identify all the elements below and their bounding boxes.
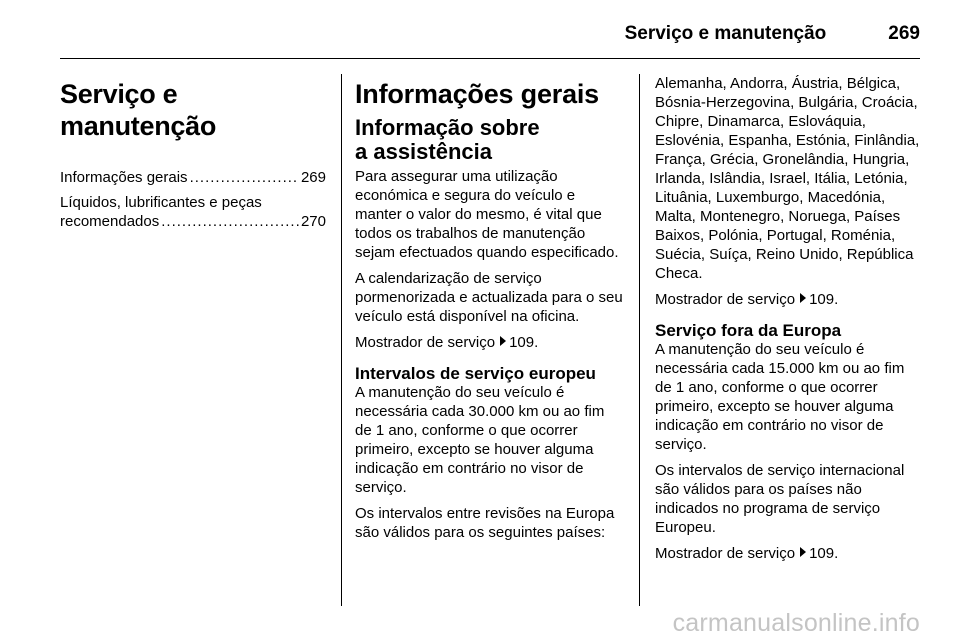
header-rule xyxy=(60,58,920,59)
triangle-right-icon xyxy=(500,336,506,346)
reference-page: 109. xyxy=(809,545,839,562)
toc-leader xyxy=(161,212,299,231)
toc-entry[interactable] xyxy=(60,193,326,231)
toc-page: 269 xyxy=(300,169,326,186)
column-divider-1 xyxy=(341,74,342,606)
toc-label: Líquidos, lubrificantes e peças xyxy=(60,194,262,211)
toc-label: Informações gerais xyxy=(60,169,188,186)
paragraph: A manutenção do seu veículo é necessária cada 30.000 km ou ao fim de 1 ano, conforme o que ocorrer primeiro, excepto se houver alguma indicação em contrário no visor de serviço. xyxy=(355,384,605,496)
column-divider-2 xyxy=(639,74,640,606)
toc-leader xyxy=(190,168,299,187)
cross-reference[interactable] xyxy=(655,544,925,563)
subsection-heading: Informação sobre a assistência xyxy=(355,115,540,164)
page-number: 269 xyxy=(888,23,920,44)
cross-reference[interactable] xyxy=(355,333,623,352)
toc-column xyxy=(60,74,326,237)
toc-entry[interactable] xyxy=(60,168,326,187)
paragraph: Para assegurar uma utilização económica e segura do veículo e manter o valor do mesmo, é vital que todos os trabalhos de manutenção sejam efectuados quando especificado. xyxy=(355,168,619,261)
content-column-2 xyxy=(655,74,925,570)
country-list: Alemanha, Andorra, Áustria, Bélgica, Bósnia-Herzegovina, Bulgária, Croácia, Chipre, Dinamarca, Eslováquia, Eslovénia, Espanha, Estónia, Finlândia, França, Grécia, Gronelândia, Hungria, Irlanda, Islândia, Israel, Itália, Letónia, Lituânia, Luxemburgo, Macedónia, Malta, Montenegro, Noruega, Países Baixos, Polónia, Portugal, Roménia, Suécia, Suíça, Reino Unido, República Checa. xyxy=(655,75,920,282)
section-heading: Informações gerais xyxy=(355,79,600,109)
paragraph: Os intervalos de serviço internacional são válidos para os países não indicados no programa de serviço Europeu. xyxy=(655,462,905,536)
cross-reference[interactable] xyxy=(655,290,925,309)
triangle-right-icon xyxy=(800,547,806,557)
content-column-1 xyxy=(355,74,623,549)
paragraph: A calendarização de serviço pormenorizada e actualizada para o seu veículo está disponível na oficina. xyxy=(355,270,623,325)
running-title: Serviço e manutenção xyxy=(624,23,827,44)
reference-page: 109. xyxy=(809,291,839,308)
toc-label: recomendados xyxy=(60,213,160,230)
toc-page: 270 xyxy=(300,213,326,230)
paragraph: A manutenção do seu veículo é necessária cada 15.000 km ou ao fim de 1 ano, conforme o que ocorrer primeiro, excepto se houver alguma indicação em contrário no visor de serviço. xyxy=(655,341,905,453)
paragraph: Os intervalos entre revisões na Europa são válidos para os seguintes países: xyxy=(355,505,615,541)
reference-text: Mostrador de serviço xyxy=(355,334,496,351)
watermark: carmanualsonline.info xyxy=(672,609,920,637)
reference-page: 109. xyxy=(509,334,539,351)
reference-text: Mostrador de serviço xyxy=(655,291,796,308)
subsection-heading: Intervalos de serviço europeu xyxy=(355,364,596,383)
subsection-heading: Serviço fora da Europa xyxy=(655,321,842,340)
reference-text: Mostrador de serviço xyxy=(655,545,796,562)
chapter-title: Serviço e manutenção xyxy=(60,79,217,141)
page-header xyxy=(60,14,920,54)
triangle-right-icon xyxy=(800,293,806,303)
